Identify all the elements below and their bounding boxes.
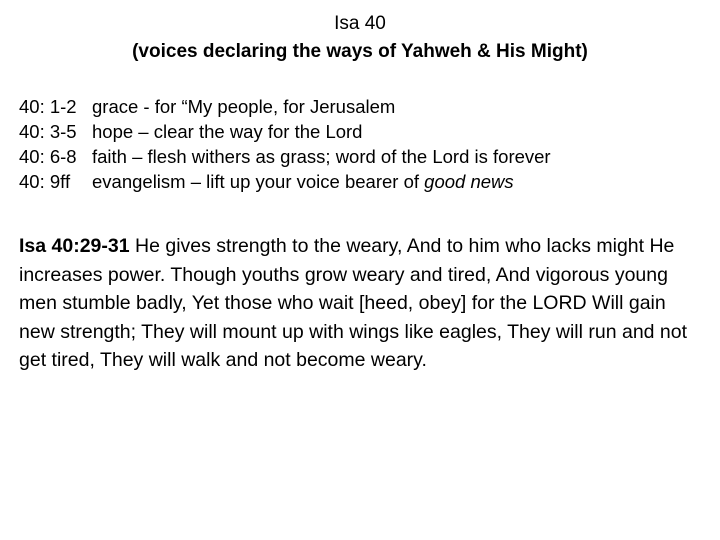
title-text: Isa 40 [334, 13, 386, 34]
passage-reference: Isa 40:29-31 [19, 235, 130, 257]
outline-ref: 40: 1-2 [19, 96, 77, 117]
outline-ref: 40: 3-5 [19, 121, 77, 142]
outline-item [19, 94, 551, 119]
outline-item [19, 144, 551, 169]
outline-item [19, 119, 551, 144]
slide-title [0, 10, 720, 66]
outline-text [92, 94, 395, 119]
outline-text-emphasis: good news [424, 171, 514, 192]
outline-text [92, 119, 362, 144]
outline-ref: 40: 6-8 [19, 146, 77, 167]
outline-text-main: hope – clear the way for the Lord [92, 121, 363, 142]
outline-list [19, 94, 551, 194]
outline-item [19, 169, 551, 194]
subtitle-text: (voices declaring the ways of Yahweh & His Might) [132, 41, 588, 62]
passage-text: He gives strength to the weary, And to him who lacks might He increases power. Though youths grow weary and tired, And vigorous young men stumble badly, Yet those who wait [heed, obey] for the LORD Will gain new strength; They will mount up with wings like eagles, They will run and not get tired, They will walk and not become weary. [19, 235, 688, 371]
scripture-passage [19, 232, 704, 375]
outline-text-main: faith – flesh withers as grass; word of the Lord is forever [92, 146, 551, 167]
outline-text [92, 144, 551, 169]
outline-text-main: evangelism – lift up your voice bearer of [92, 171, 425, 192]
outline-text-main: grace - for “My people, for Jerusalem [92, 96, 396, 117]
outline-ref: 40: 9ff [19, 171, 71, 192]
outline-text [92, 169, 514, 194]
